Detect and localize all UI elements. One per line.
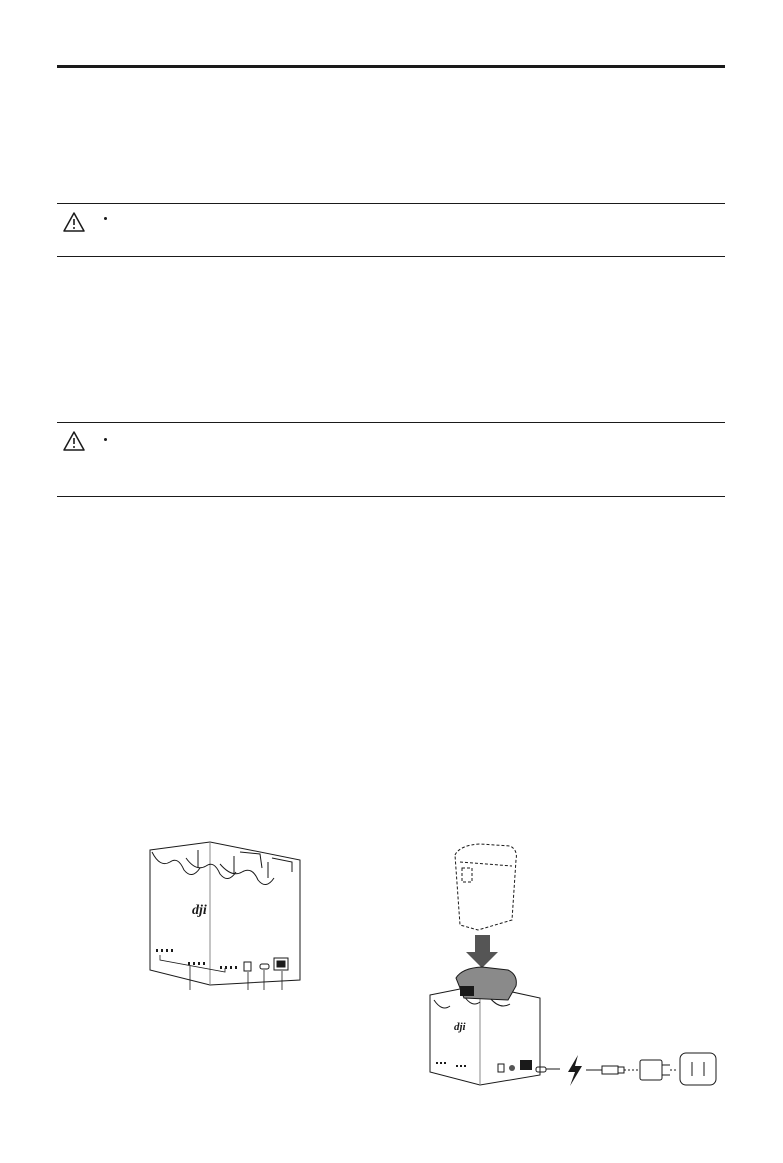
dji-logo: dji (192, 903, 207, 918)
warning-icon (63, 212, 85, 232)
header-rule (57, 65, 725, 68)
dji-logo: dji (454, 1021, 466, 1033)
insert-arrow-icon (466, 935, 498, 968)
notice-1-top-rule (57, 203, 725, 204)
notice-2-bottom-rule (57, 496, 725, 497)
notice-1-bottom-rule (57, 256, 725, 257)
battery-dashed-icon (455, 844, 516, 930)
notice-2-bullet (104, 438, 107, 441)
power-adapter-icon (640, 1060, 662, 1080)
lightning-icon (568, 1055, 582, 1086)
notice-1-bullet (104, 217, 107, 220)
wall-outlet-icon (680, 1053, 716, 1085)
warning-icon (63, 431, 85, 451)
charging-steps-illustration (420, 840, 730, 1090)
charging-hub-illustration (140, 840, 310, 1000)
notice-2-top-rule (57, 422, 725, 423)
